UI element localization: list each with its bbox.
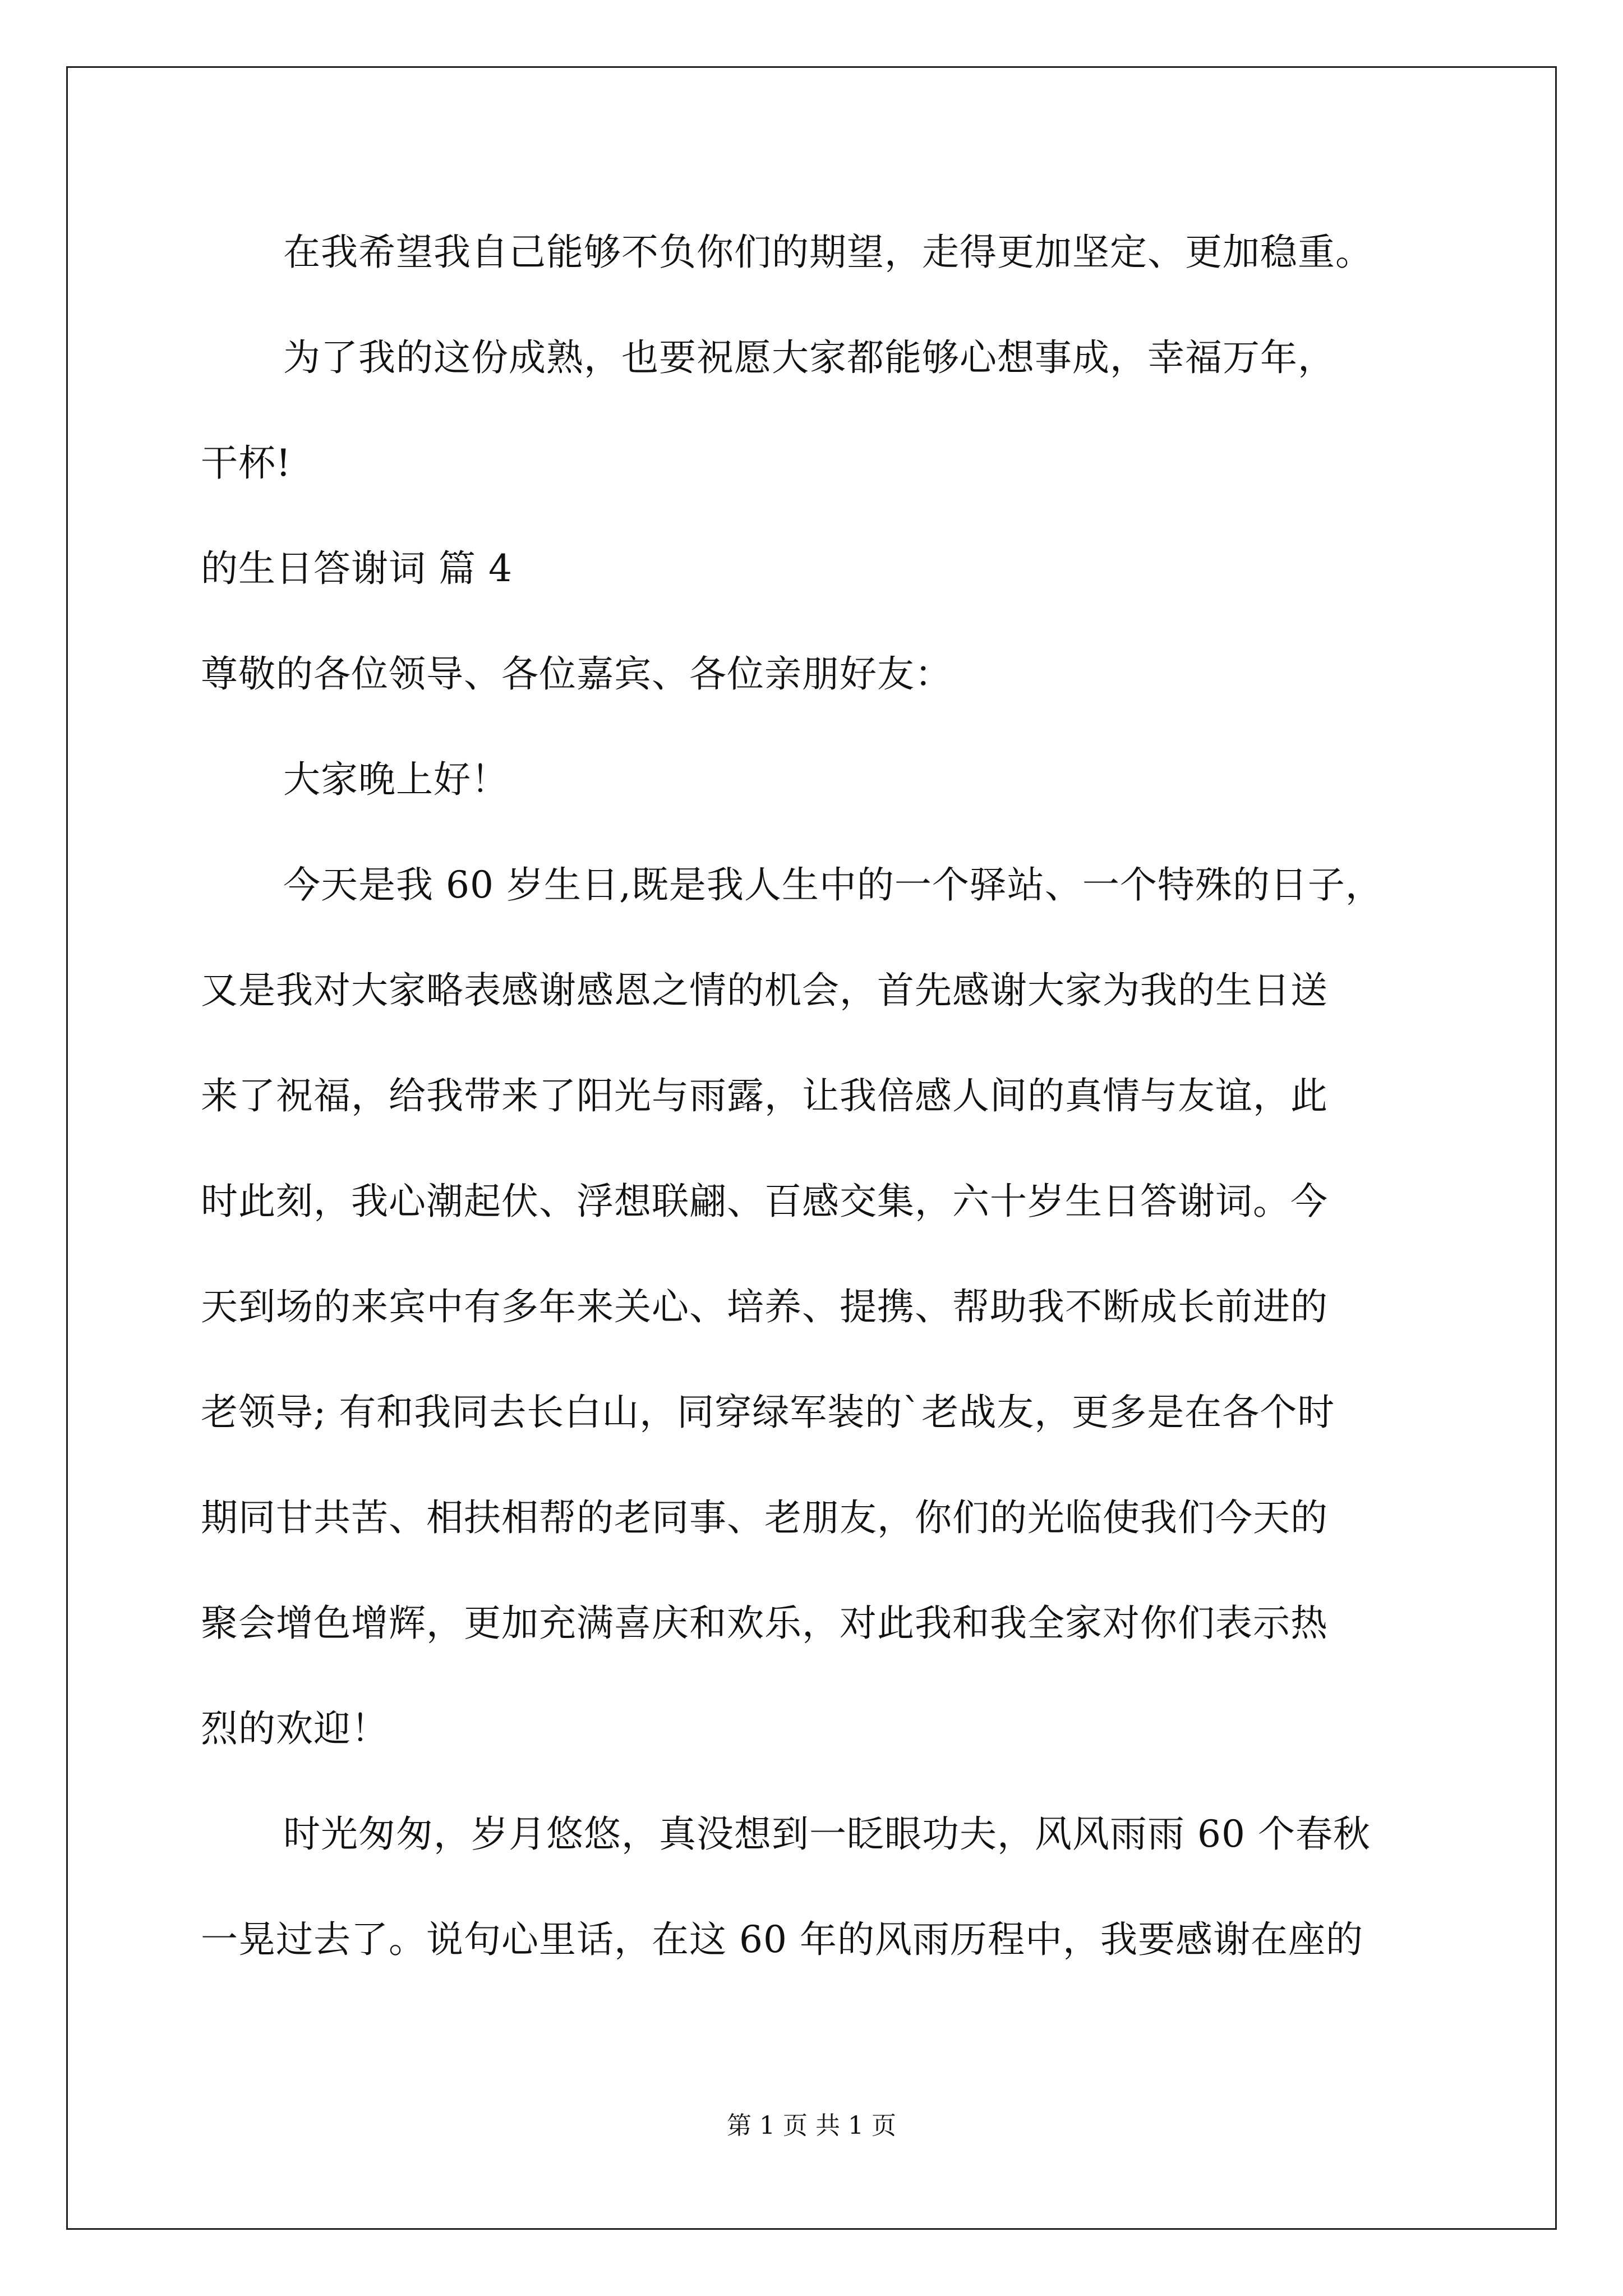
greeting: 大家晚上好！ — [283, 758, 509, 801]
page-border — [66, 66, 1557, 2230]
body-line-17: 一晃过去了。说句心里话，在这 60 年的风雨历程中，我要感谢在座的 — [201, 1918, 1363, 1961]
body-line-8: 又是我对大家略表感谢感恩之情的机会，首先感谢大家为我的生日送 — [201, 969, 1328, 1012]
body-line-7: 今天是我 60 岁生日,既是我人生中的一个驿站、一个特殊的日子， — [283, 863, 1383, 907]
body-line-11: 天到场的来宾中有多年来关心、培养、提携、帮助我不断成长前进的 — [201, 1285, 1328, 1328]
body-line-10: 时此刻，我心潮起伏、浮想联翩、百感交集，六十岁生日答谢词。今 — [201, 1180, 1328, 1223]
body-line-14: 聚会增色增辉，更加充满喜庆和欢乐，对此我和我全家对你们表示热 — [201, 1602, 1328, 1645]
body-line-16: 时光匆匆，岁月悠悠，真没想到一眨眼功夫，风风雨雨 60 个春秋 — [283, 1812, 1371, 1856]
salutation: 尊敬的各位领导、各位嘉宾、各位亲朋好友： — [201, 652, 952, 696]
body-line-2: 为了我的这份成熟，也要祝愿大家都能够心想事成，幸福万年， — [283, 336, 1335, 379]
body-line-1: 在我希望我自己能够不负你们的期望，走得更加坚定、更加稳重。 — [283, 231, 1373, 274]
body-line-12: 老领导; 有和我同去长白山，同穿绿军装的`老战友，更多是在各个时 — [201, 1391, 1335, 1434]
body-line-13: 期同甘共苦、相扶相帮的老同事、老朋友，你们的光临使我们今天的 — [201, 1496, 1328, 1539]
body-line-9: 来了祝福，给我带来了阳光与雨露，让我倍感人间的真情与友谊，此 — [201, 1074, 1328, 1117]
page-footer: 第 1 页 共 1 页 — [727, 2111, 896, 2140]
section-heading: 的生日答谢词 篇 4 — [201, 547, 513, 590]
body-line-3: 干杯! — [201, 441, 292, 485]
body-line-15: 烈的欢迎！ — [201, 1707, 389, 1750]
